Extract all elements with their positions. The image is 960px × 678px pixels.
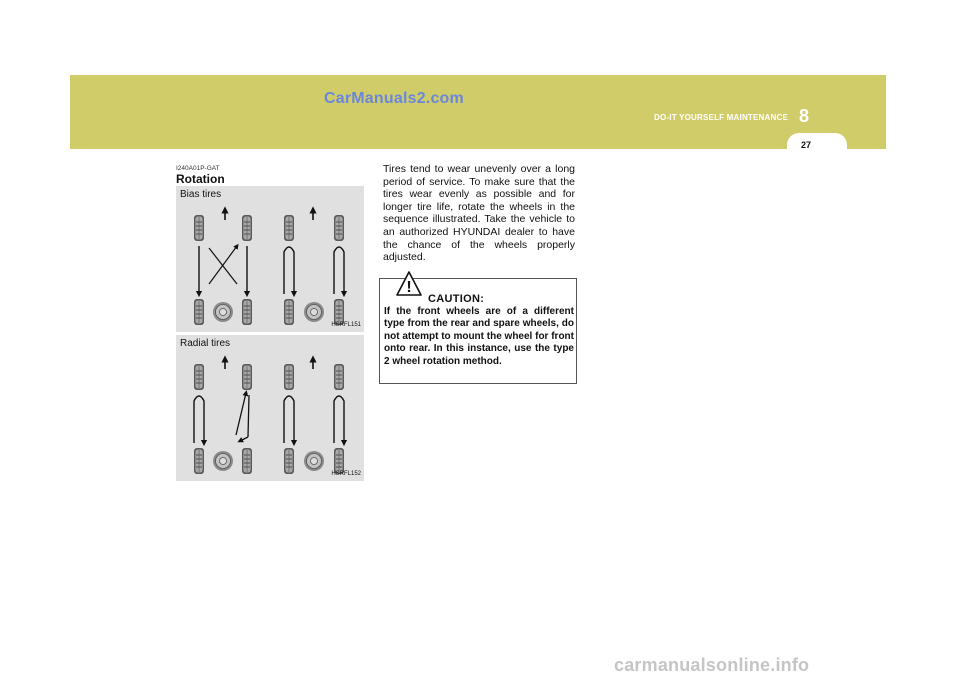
radial-figure-code: HSRFL152 bbox=[331, 471, 361, 477]
tire-rear-right bbox=[242, 299, 252, 325]
radial-rotation-diagram bbox=[176, 335, 364, 481]
tire-front-right bbox=[334, 215, 344, 241]
tire-front-left bbox=[194, 215, 204, 241]
tire-front-left bbox=[284, 364, 294, 390]
tire-front-left bbox=[284, 215, 294, 241]
tire-rear-left bbox=[194, 448, 204, 474]
bias-tires-figure bbox=[176, 186, 364, 332]
header-band bbox=[70, 75, 886, 149]
warning-triangle-icon bbox=[396, 271, 422, 297]
page-number: 27 bbox=[800, 140, 811, 150]
tire-front-right bbox=[242, 215, 252, 241]
caution-box bbox=[379, 278, 577, 384]
tire-rear-left bbox=[284, 299, 294, 325]
tire-rear-right bbox=[242, 448, 252, 474]
section-title: DO-IT YOURSELF MAINTENANCE bbox=[654, 113, 788, 122]
radial-tires-label: Radial tires bbox=[180, 338, 231, 349]
article-body: Tires tend to wear unevenly over a long period of service. To make sure that the tires wear evenly as possible and for longer tire life, rotate the wheels in the sequence illustrated. Take the vehicle to an authorized HYUNDAI dealer to have the chance of the wheels properly adjusted. bbox=[383, 163, 575, 264]
article-heading: Rotation bbox=[176, 172, 225, 186]
chapter-number: 8 bbox=[799, 106, 810, 126]
bias-figure-code: HSRFL151 bbox=[331, 322, 361, 328]
caution-title: CAUTION: bbox=[428, 293, 485, 305]
spare-tire bbox=[213, 302, 233, 322]
caution-text: If the front wheels are of a different type from the rear and spare wheels, do not attempt to mount the wheel for front onto rear. In this instance, use the type 2 wheel rotation method. bbox=[384, 306, 574, 367]
bias-tires-label: Bias tires bbox=[180, 189, 222, 200]
watermark-bottom[interactable]: carmanualsonline.info bbox=[614, 655, 810, 675]
tire-front-right bbox=[242, 364, 252, 390]
spare-tire bbox=[304, 302, 324, 322]
tire-front-right bbox=[334, 364, 344, 390]
tire-rear-left bbox=[194, 299, 204, 325]
radial-tires-figure bbox=[176, 335, 364, 481]
watermark-top[interactable]: CarManuals2.com bbox=[324, 90, 464, 107]
spare-tire bbox=[213, 451, 233, 471]
bias-rotation-diagram bbox=[176, 186, 364, 332]
tire-rear-left bbox=[284, 448, 294, 474]
tire-front-left bbox=[194, 364, 204, 390]
spare-tire bbox=[304, 451, 324, 471]
warning-symbol: ! bbox=[406, 279, 412, 296]
article-code: I240A01P-GAT bbox=[176, 165, 220, 172]
